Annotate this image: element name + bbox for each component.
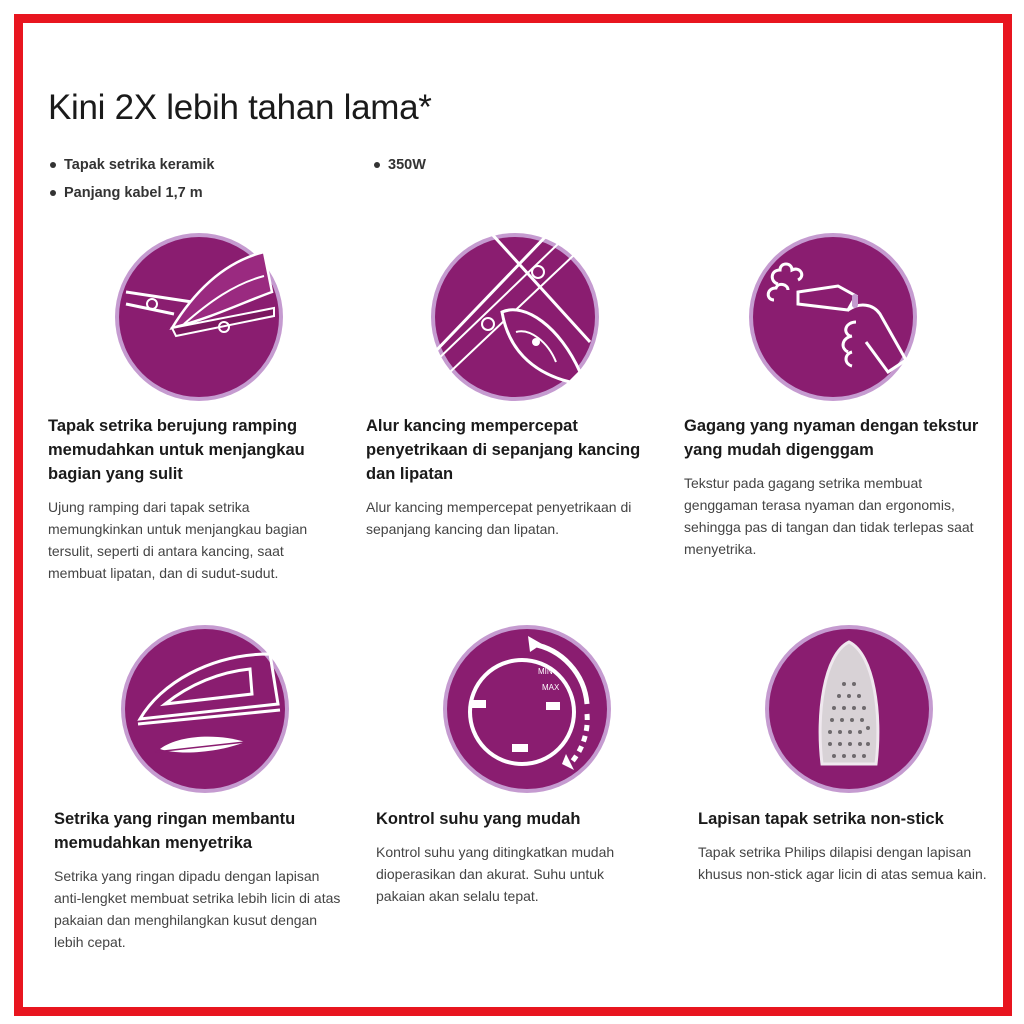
feature-description: Setrika yang ringan dipadu dengan lapisan anti-lengket membuat setrika lebih licin di atas pakaian dan menghilangkan kusut dengan lebih cepat. xyxy=(54,868,341,950)
feature-title: Kontrol suhu yang mudah xyxy=(376,810,581,828)
dial-max-label: MAX xyxy=(542,683,560,692)
feature-description: Tapak setrika Philips dilapisi dengan lapisan khusus non-stick agar licin di atas semua kain. xyxy=(698,844,987,882)
feature-card xyxy=(48,414,338,584)
spec-label: Tapak setrika keramik xyxy=(64,157,215,173)
feature-title: Gagang yang nyaman dengan tekstur yang mudah digenggam xyxy=(684,417,979,459)
dial-min-label: MIN xyxy=(538,667,553,676)
nonstick-soleplate-icon xyxy=(764,624,934,794)
feature-description: Alur kancing mempercepat penyetrikaan di sepanjang kancing dan lipatan. xyxy=(366,499,632,537)
bullet-dot-icon xyxy=(50,162,56,168)
feature-title: Tapak setrika berujung ramping memudahkan untuk menjangkau bagian yang sulit xyxy=(48,417,305,483)
bullet-dot-icon xyxy=(50,190,56,196)
feature-description: Tekstur pada gagang setrika membuat genggaman terasa nyaman dan ergonomis, sehingga pas di tangan dan tidak terlepas saat menyetrika. xyxy=(684,475,974,557)
feature-card xyxy=(366,414,658,540)
light-iron-feather-icon xyxy=(120,624,290,794)
bullet-dot-icon xyxy=(374,162,380,168)
spec-item xyxy=(50,185,203,201)
page-title: Kini 2X lebih tahan lama* xyxy=(48,88,432,127)
feature-title: Setrika yang ringan membantu memudahkan menyetrika xyxy=(54,810,296,852)
spec-label: Panjang kabel 1,7 m xyxy=(64,185,203,201)
iron-tip-icon xyxy=(114,232,284,402)
feature-description: Ujung ramping dari tapak setrika memungkinkan untuk menjangkau bagian tersulit, seperti di antara kancing, saat membuat lipatan, dan di sudut-sudut. xyxy=(48,499,308,581)
spec-item xyxy=(374,157,426,173)
spec-label: 350W xyxy=(388,157,426,173)
feature-card xyxy=(684,414,984,560)
temperature-dial-icon xyxy=(442,624,612,794)
spec-item xyxy=(50,157,214,173)
feature-card xyxy=(698,807,994,885)
feature-card xyxy=(54,807,344,953)
hand-grip-icon xyxy=(748,232,918,402)
feature-title: Lapisan tapak setrika non-stick xyxy=(698,810,944,828)
feature-card xyxy=(376,807,656,907)
feature-title: Alur kancing mempercepat penyetrikaan di sepanjang kancing dan lipatan xyxy=(366,417,641,483)
button-groove-icon xyxy=(430,232,600,402)
feature-description: Kontrol suhu yang ditingkatkan mudah dioperasikan dan akurat. Suhu untuk pakaian akan selalu tepat. xyxy=(376,844,615,904)
